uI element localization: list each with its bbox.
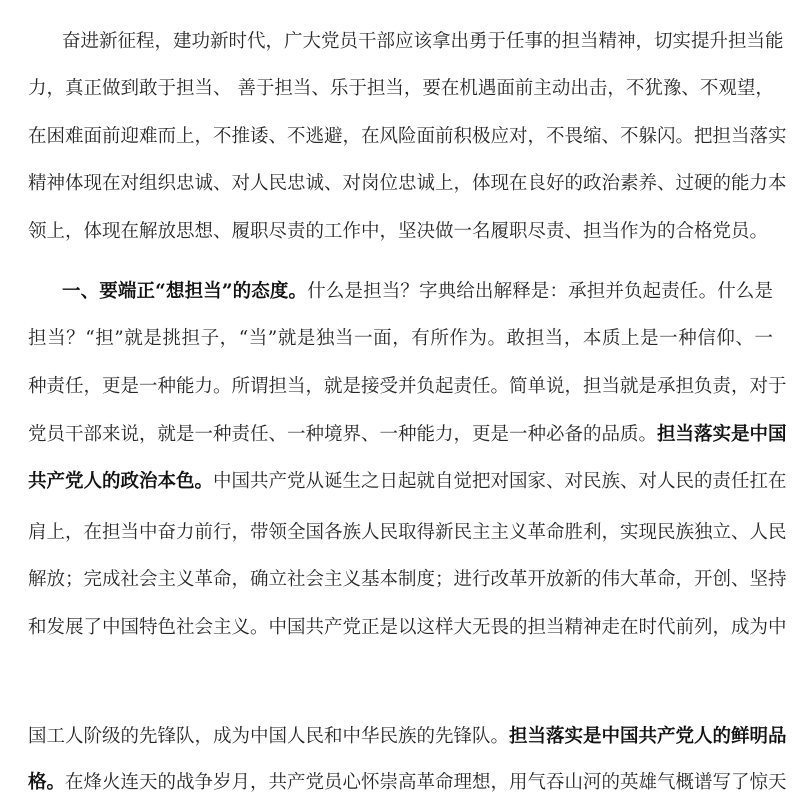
text-line <box>28 470 787 494</box>
text-line <box>28 172 787 196</box>
text-line <box>28 568 787 592</box>
body-text: 什么是担当？字典给出解释是：承担并负起责任。什么是 <box>307 281 773 302</box>
body-text: 和发展了中国特色社会主义。中国共产党正是以这样大无畏的担当精神走在时代前列，成为中 <box>28 617 787 638</box>
body-text: 肩上，在担当中奋力前行，带领全国各族人民取得新民主主义革命胜利，实现民族独立、人民 <box>28 522 787 543</box>
text-line <box>28 327 773 351</box>
text-line <box>28 616 787 640</box>
body-text: 中国共产党从诞生之日起就自觉把对国家、对民族、对人民的责任扛在 <box>213 471 787 492</box>
body-text: 解放；完成社会主义革命，确立社会主义基本制度；进行改革开放新的伟大革命，开创、坚持 <box>28 569 787 590</box>
body-text: 领上，体现在解放思想、履职尽责的工作中，坚决做一名履职尽责、担当作为的合格党员。 <box>28 221 769 242</box>
text-line <box>28 375 787 399</box>
bold-text: 一、要端正“想担当”的态度。 <box>62 281 308 302</box>
body-text: 力，真正做到敢于担当、 善于担当、乐于担当，要在机遇面前主动出击，不犹豫、不观望， <box>28 78 774 99</box>
text-line <box>28 77 773 101</box>
text-line <box>28 220 773 244</box>
text-line <box>28 423 787 447</box>
body-text: 在烽火连天的战争岁月，共产党员心怀崇高革命理想，用气吞山河的英雄气概谱写了惊天 <box>65 772 787 793</box>
body-text: 精神体现在对组织忠诚、对人民忠诚、对岗位忠诚上，体现在良好的政治素养、过硬的能力本 <box>28 173 787 194</box>
text-line <box>28 771 787 795</box>
bold-text: 格。 <box>28 772 66 793</box>
text-line <box>62 30 784 54</box>
body-text: 担当？“担”就是挑担子，“当”就是独当一面，有所作为。敢担当，本质上是一种信仰、一 <box>28 328 773 349</box>
bold-text: 担当落实是中国共产党人的鲜明品 <box>509 726 787 747</box>
text-line <box>62 280 773 304</box>
text-line <box>28 125 787 149</box>
body-text: 奋进新征程，建功新时代，广大党员干部应该拿出勇于任事的担当精神，切实提升担当能 <box>62 31 784 52</box>
bold-text: 共产党人的政治本色。 <box>28 471 214 492</box>
body-text: 党员干部来说，就是一种责任、一种境界、一种能力，更是一种必备的品质。 <box>28 424 658 445</box>
text-line <box>28 521 787 545</box>
body-text: 种责任，更是一种能力。所谓担当，就是接受并负起责任。简单说，担当就是承担负责，对于 <box>28 376 787 397</box>
text-line <box>28 725 787 749</box>
bold-text: 担当落实是中国 <box>657 424 787 445</box>
body-text: 在困难面前迎难而上，不推诿、不逃避，在风险面前积极应对，不畏缩、不躲闪。把担当落实 <box>28 126 787 147</box>
body-text: 国工人阶级的先锋队，成为中国人民和中华民族的先锋队。 <box>28 726 510 747</box>
